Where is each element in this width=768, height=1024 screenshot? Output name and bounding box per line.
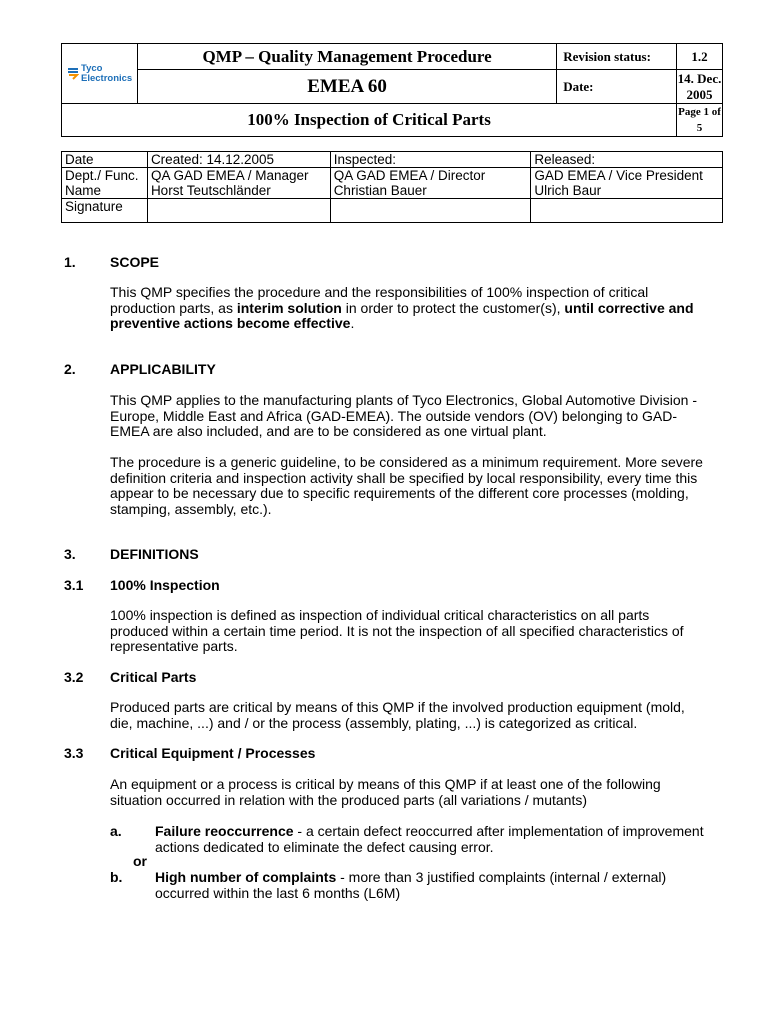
section-number: 2. xyxy=(64,361,76,377)
bold-run: until corrective and xyxy=(564,299,694,316)
text-line: stamping, assembly, etc.). xyxy=(110,500,272,517)
text-line: occurred within the last 6 months (L6M) xyxy=(155,884,401,901)
date-value xyxy=(677,70,723,104)
bold-run: preventive actions become effective xyxy=(110,315,351,331)
table-cell xyxy=(147,168,330,199)
text-line: EMEA are also included, and are to be considered as one virtual plant. xyxy=(110,423,547,439)
table-cell xyxy=(330,168,531,199)
page-number: Page 1 of 5 xyxy=(677,104,723,137)
list-item-label: a. xyxy=(110,823,122,839)
list-item xyxy=(155,870,725,901)
applicability-paragraph-2 xyxy=(110,455,720,517)
text-line: die, machine, ...) and / or the process (assembly, plating, ...) is categorized as critical. xyxy=(110,714,638,731)
text-line: situation occurred in relation with the produced parts (all variations / mutants) xyxy=(110,791,588,808)
subsection-number: 3.2 xyxy=(64,669,84,685)
table-cell: Released: xyxy=(531,152,723,168)
revision-value: 1.2 xyxy=(677,44,723,70)
logo-line1: Tyco xyxy=(81,62,103,74)
procedure-subtitle: 100% Inspection of Critical Parts xyxy=(62,104,677,137)
section-title-scope: SCOPE xyxy=(110,254,160,270)
subsection-title-critical-equipment: Critical Equipment / Processes xyxy=(110,745,316,761)
cell-line: Dept./ Func. xyxy=(65,168,139,183)
text-line xyxy=(110,301,720,317)
cell-line: Horst Teutschländer xyxy=(150,183,271,198)
or-connector: or xyxy=(133,853,147,869)
text-line: appear to be necessary due to specific requirements of the different core processes (molding, xyxy=(110,485,689,501)
logo-line2: Electronics xyxy=(81,72,133,84)
bold-run: High number of complaints xyxy=(155,869,337,885)
text-run: . xyxy=(350,315,355,331)
logo-cell xyxy=(62,44,138,104)
subsection-title-100-inspection: 100% Inspection xyxy=(110,577,220,593)
text-line xyxy=(155,870,725,886)
table-cell: Date xyxy=(62,152,148,168)
text-line: Produced parts are critical by means of this QMP if the involved production equipment (mold, xyxy=(110,699,685,715)
date-label: Date: xyxy=(557,70,677,104)
subsection-number: 3.1 xyxy=(64,577,84,593)
text-run: production parts, as xyxy=(110,299,237,316)
table-cell: Signature xyxy=(62,199,148,223)
bold-run: Failure reoccurrence xyxy=(155,823,294,839)
table-cell xyxy=(531,168,723,199)
subsection-title-critical-parts: Critical Parts xyxy=(110,669,197,685)
company-logo xyxy=(62,64,137,84)
text-line: actions dedicated to eliminate the defect causing error. xyxy=(155,838,494,855)
table-cell xyxy=(62,168,148,199)
text-run: - a certain defect reoccurred after implementation of improvement xyxy=(293,823,704,839)
text-line: definition criteria and inspection activity shall be specified by local responsibility, every time this xyxy=(110,469,698,486)
text-line: representative parts. xyxy=(110,638,238,654)
procedure-code: EMEA 60 xyxy=(137,70,556,104)
date-line1: 14. Dec. xyxy=(677,70,722,86)
cell-line: Name xyxy=(65,183,102,198)
revision-label: Revision status: xyxy=(557,44,677,70)
date-line2: 2005 xyxy=(686,86,713,102)
signature-field xyxy=(531,199,723,223)
section-title-applicability: APPLICABILITY xyxy=(110,361,216,377)
table-row xyxy=(62,168,723,199)
text-line: 100% inspection is defined as inspection of individual critical characteristics on all parts xyxy=(110,607,650,623)
list-item-label: b. xyxy=(110,869,123,885)
scope-paragraph xyxy=(110,285,720,332)
cell-line: QA GAD EMEA / Director xyxy=(333,168,486,183)
section-number: 1. xyxy=(64,254,76,270)
cell-line: GAD EMEA / Vice President xyxy=(534,168,703,183)
section-number: 3. xyxy=(64,546,76,562)
subsection-number: 3.3 xyxy=(64,745,84,761)
list-item xyxy=(155,824,725,855)
definition-critical-equipment xyxy=(110,777,720,808)
signature-field xyxy=(147,199,330,223)
tyco-electronics-logo-icon xyxy=(67,66,79,80)
cell-line: QA GAD EMEA / Manager xyxy=(150,168,309,183)
document-header xyxy=(61,43,723,137)
text-line: Europe, Middle East and Africa (GAD-EMEA). The outside vendors (OV) belonging to GAD- xyxy=(110,407,677,424)
table-cell: Inspected: xyxy=(330,152,531,168)
text-line xyxy=(155,824,725,840)
text-line: An equipment or a process is critical by means of this QMP if at least one of the following xyxy=(110,776,661,792)
text-line xyxy=(110,316,720,332)
signature-field xyxy=(330,199,531,223)
approval-table xyxy=(61,151,723,223)
text-line: The procedure is a generic guideline, to be considered as a minimum requirement. More severe xyxy=(110,454,703,470)
text-run: - more than 3 justified complaints (internal / external) xyxy=(336,869,667,885)
definition-100-inspection xyxy=(110,608,720,655)
bold-run: interim solution xyxy=(236,299,342,316)
section-title-definitions: DEFINITIONS xyxy=(110,546,199,562)
cell-line: Ulrich Baur xyxy=(534,183,602,198)
table-cell: Created: 14.12.2005 xyxy=(147,152,330,168)
procedure-title: QMP – Quality Management Procedure xyxy=(137,44,556,70)
table-row xyxy=(62,152,723,168)
text-line: This QMP specifies the procedure and the responsibilities of 100% inspection of critical xyxy=(110,284,649,300)
table-row xyxy=(62,199,723,223)
applicability-paragraph-1 xyxy=(110,393,720,440)
text-line: This QMP applies to the manufacturing plants of Tyco Electronics, Global Automotive Division - xyxy=(110,392,697,408)
definition-critical-parts xyxy=(110,700,720,731)
text-line: produced within a certain time period. It is not the inspection of all specified characteristics of xyxy=(110,622,684,639)
text-run: in order to protect the customer(s), xyxy=(341,299,565,316)
cell-line: Christian Bauer xyxy=(333,183,427,198)
